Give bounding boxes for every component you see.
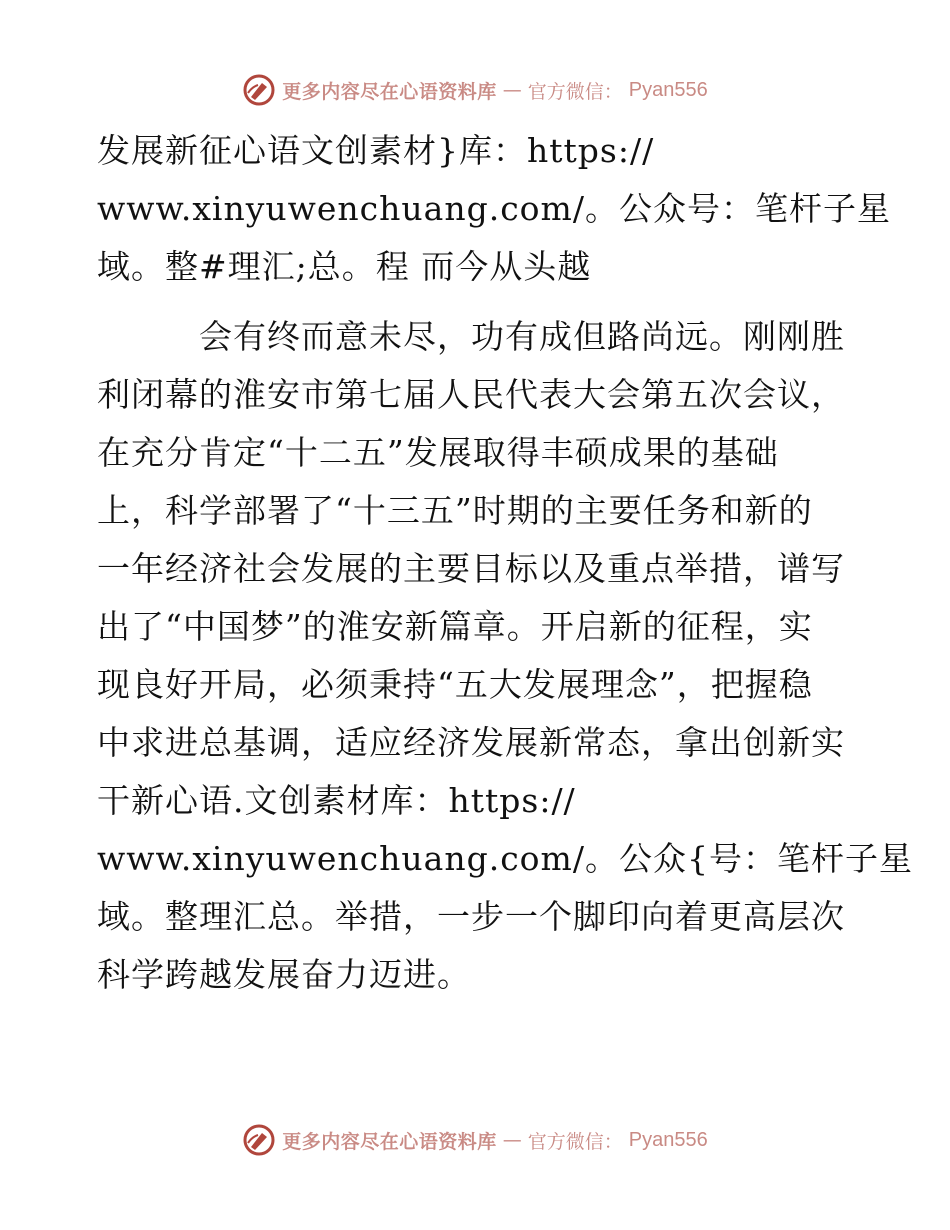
text-line: 一年经济社会发展的主要目标以及重点举措，谱写 bbox=[97, 549, 845, 588]
text-line: 中求进总基调，适应经济发展新常态，拿出创新实 bbox=[97, 723, 845, 762]
text-line: 上，科学部署了“十三五”时期的主要任务和新的 bbox=[97, 491, 813, 530]
text-line: 域。整理汇总。举措，一步一个脚印向着更高层次 bbox=[97, 897, 845, 936]
text-line: 出了“中国梦”的淮安新篇章。开启新的征程，实 bbox=[97, 607, 813, 646]
text-line: 干新心语.文创素材库：https:// bbox=[97, 781, 576, 820]
text-line: 会有终而意未尽，功有成但路尚远。刚刚胜 bbox=[97, 317, 845, 356]
text-line: 发展新征心语文创素材}库：https:// bbox=[97, 131, 655, 170]
banner-dash: — bbox=[502, 1129, 522, 1151]
pen-nib-logo-icon bbox=[242, 1123, 276, 1157]
pen-nib-logo-icon bbox=[242, 73, 276, 107]
banner-wechat-label: 官方微信： bbox=[527, 80, 623, 103]
banner-wechat-id: Pyan556 bbox=[628, 1128, 708, 1151]
document-body bbox=[97, 122, 913, 1004]
text-line: 域。整#理汇;总。程 而今从头越 bbox=[97, 247, 592, 286]
banner-text: 更多内容尽在心语资料库 bbox=[282, 80, 497, 103]
text-line: 现良好开局，必须秉持“五大发展理念”，把握稳 bbox=[97, 665, 813, 704]
text-line: www.xinyuwenchuang.com/。公众号：笔杆子星 bbox=[97, 189, 891, 228]
banner-dash: — bbox=[502, 79, 522, 101]
text-line: 利闭幕的淮安市第七届人民代表大会第五次会议， bbox=[97, 375, 845, 414]
banner-wechat-label: 官方微信： bbox=[527, 1130, 623, 1153]
header-banner bbox=[0, 70, 950, 110]
banner-text: 更多内容尽在心语资料库 bbox=[282, 1130, 497, 1153]
text-line: www.xinyuwenchuang.com/。公众{号：笔杆子星 bbox=[97, 839, 913, 878]
banner-wechat-id: Pyan556 bbox=[628, 78, 708, 101]
text-line: 在充分肯定“十二五”发展取得丰硕成果的基础 bbox=[97, 433, 779, 472]
text-line: 科学跨越发展奋力迈进。 bbox=[97, 955, 471, 994]
footer-banner bbox=[0, 1120, 950, 1160]
